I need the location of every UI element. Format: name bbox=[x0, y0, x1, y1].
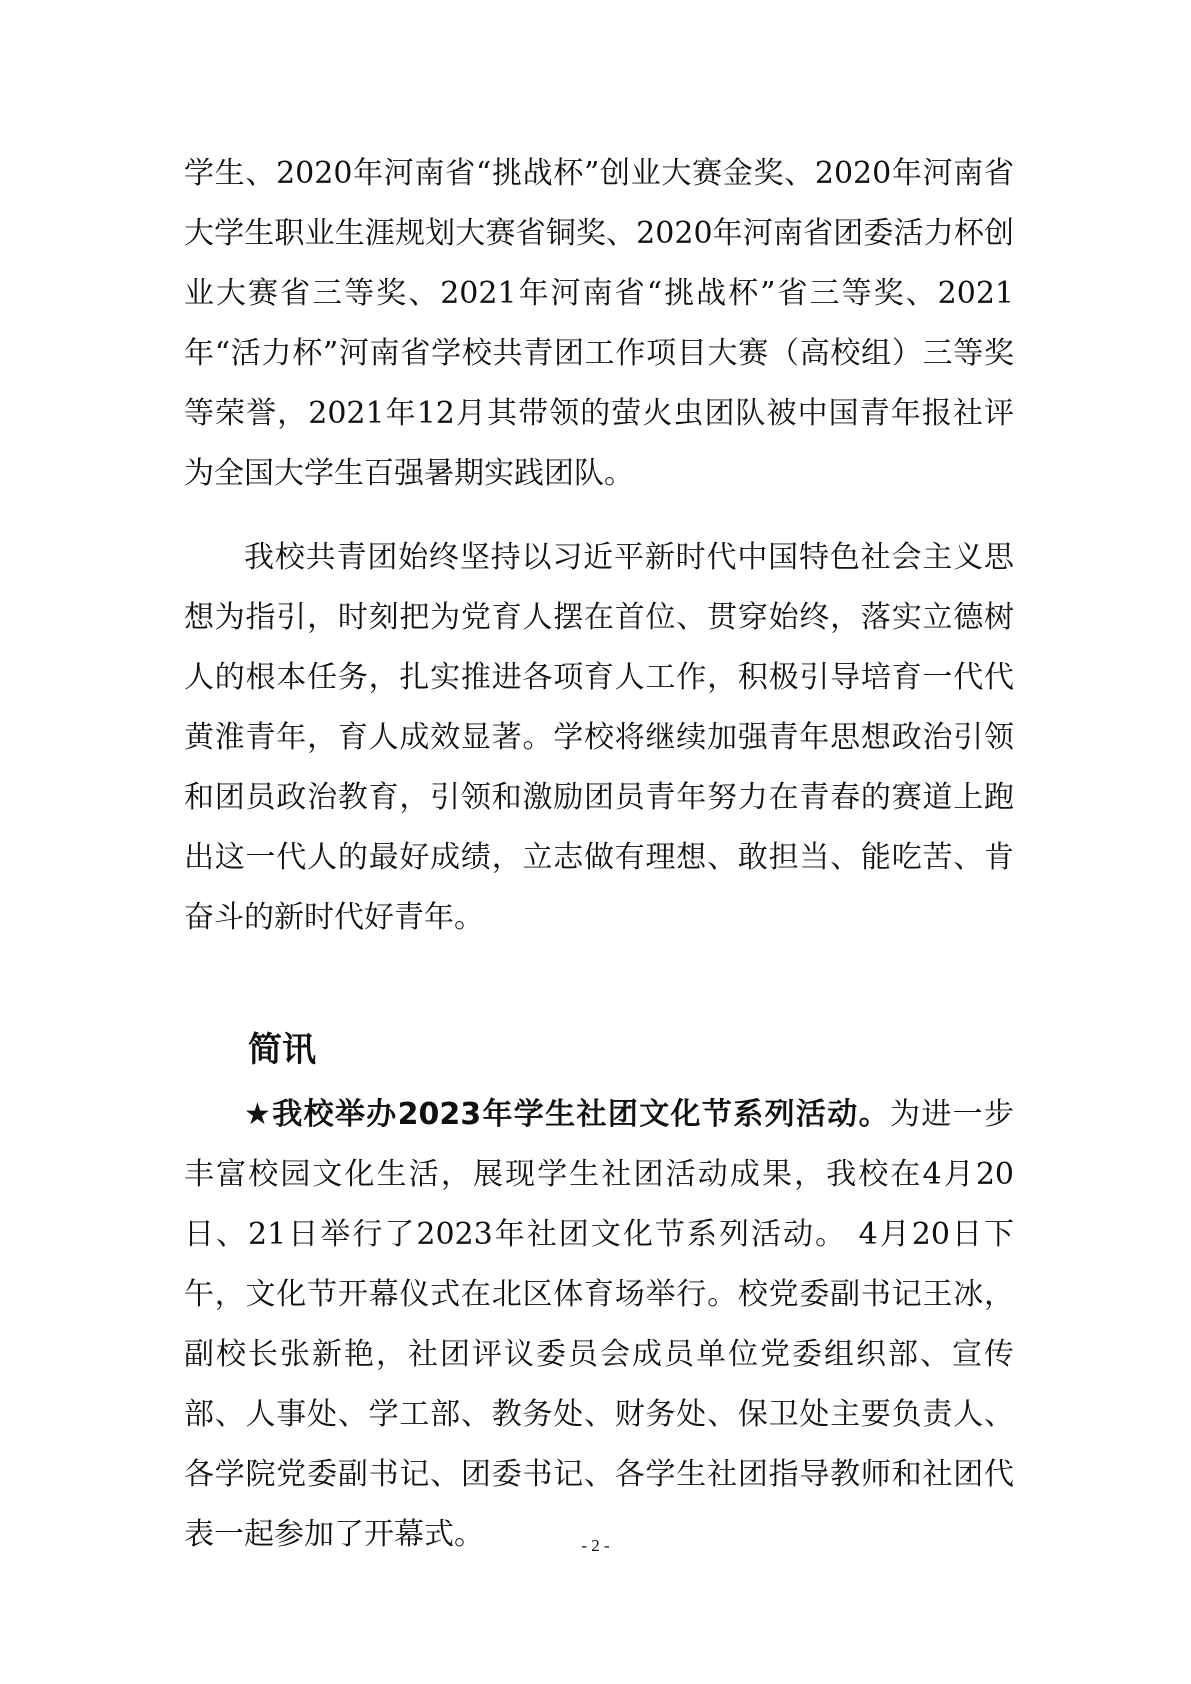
page-number: - 2 - bbox=[581, 1536, 610, 1555]
section-heading-news-brief: 简讯 bbox=[248, 1030, 316, 1070]
paragraph-awards: 学生、2020年河南省“挑战杯”创业大赛金奖、2020年河南省大学生职业生涯规划大赛省铜奖、2020年河南省团委活力杯创业大赛省三等奖、2021年河南省“挑战杯”省三等奖、2021年“活力杯”河南省学校共青团工作项目大赛（高校组）三等奖等荣誉，2021年12月其带领的萤火虫团队被中国青年报社评为全国大学生百强暑期实践团队。 bbox=[184, 156, 1014, 491]
paragraph-youth-league: 我校共青团始终坚持以习近平新时代中国特色社会主义思想为指引，时刻把为党育人摆在首位、贯穿始终，落实立德树人的根本任务，扎实推进各项育人工作，积极引导培育一代代黄淮青年，育人成效显著。学校将继续加强青年思想政治引领和团员政治教育，引领和激励团员青年努力在青春的赛道上跑出这一代人的最好成绩，立志做有理想、敢担当、能吃苦、肯奋斗的新时代好青年。 bbox=[184, 540, 1014, 935]
news-item-lead: ★我校举办2023年学生社团文化节系列活动。 bbox=[244, 1097, 890, 1132]
news-item-body: 为进一步丰富校园文化生活，展现学生社团活动成果，我校在4月20日、21日举行了2023年社团文化节系列活动。 4月20日下午，文化节开幕仪式在北区体育场举行。校党委副书记王冰，副校长张新艳，社团评议委员会成员单位党委组织部、宣传部、人事处、学工部、教务处、财务处、保卫处主要负责人、各学院党委副书记、团委书记、各学生社团指导教师和社团代表一起参加了开幕式。 bbox=[184, 1097, 1015, 1552]
news-item-club-festival bbox=[184, 1085, 1014, 1565]
